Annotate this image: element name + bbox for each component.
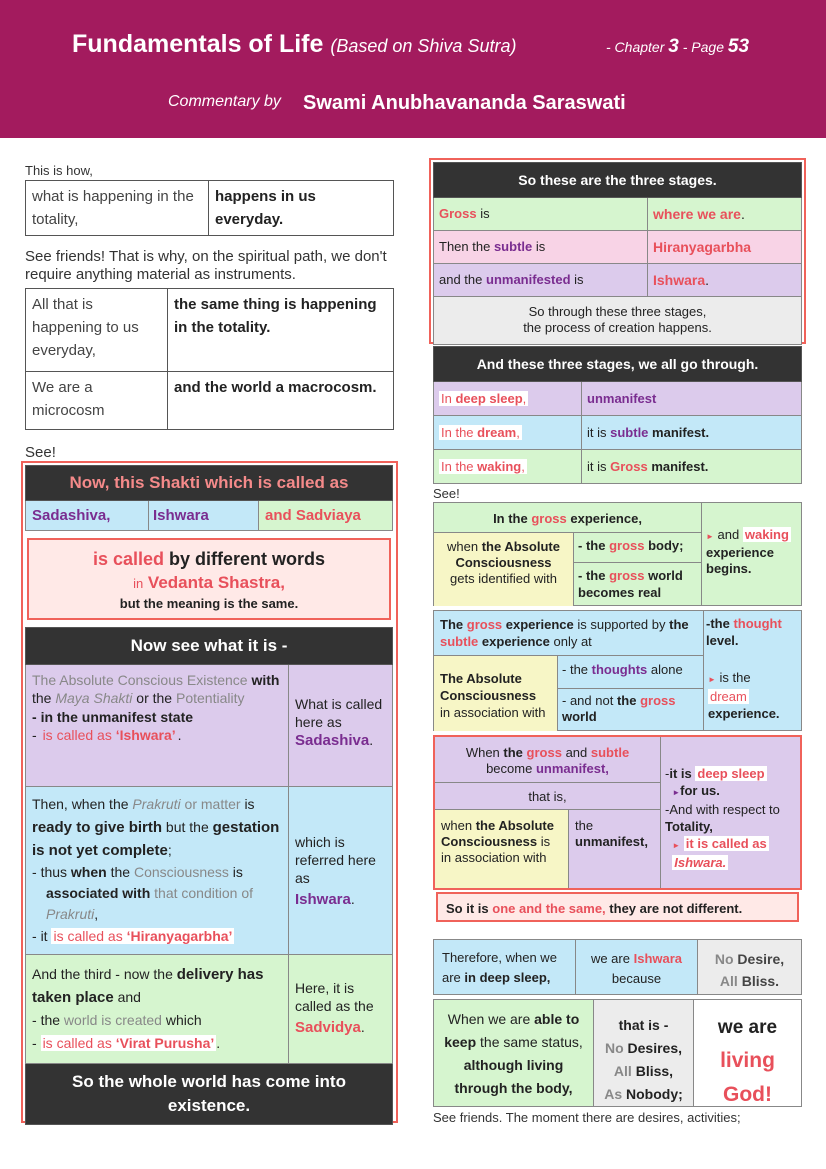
cell: Then, when the Prakruti or matter is ready to give birth but the gestation is not yet complete; - thus when the Consciousness is associated with that condition of Prakruti, - it is called as ‘Hiranyagarbha’: [26, 787, 289, 955]
chapter-page-label: - Chapter 3 - Page 53: [606, 36, 750, 57]
text: in: [133, 576, 144, 591]
cell: where we are.: [648, 198, 802, 231]
cell: Sadashiva,: [26, 501, 149, 531]
cell: Ishwara.: [648, 264, 802, 297]
text: ► is the dream experience.: [708, 670, 780, 721]
text: - the gross world becomes real: [574, 563, 702, 606]
cell: which is referred here as Ishwara.: [289, 787, 393, 955]
cell: the same thing is happening in the totality.: [168, 289, 394, 372]
see-text: See!: [25, 444, 56, 461]
text: The Absolute Consciousness in association with: [434, 656, 558, 731]
same-box: So it is one and the same, they are not different.: [436, 892, 799, 922]
cell: happens in us everyday.: [209, 181, 394, 236]
text: The gross experience is supported by the subtle experience only at: [434, 611, 704, 656]
text: In the gross experience,: [434, 503, 702, 533]
final-row-1: [433, 939, 802, 995]
book-title: Fundamentals of Life (Based on Shiva Sutra): [72, 30, 517, 58]
microcosm-table: [25, 288, 394, 430]
shakti-table: [25, 465, 393, 531]
sleep-box: [433, 735, 802, 890]
bottom-text: See friends. The moment there are desires, activities;: [433, 1110, 741, 1125]
text: is called: [92, 549, 164, 569]
text: - the thoughts alone: [558, 656, 704, 689]
text: When the gross and subtle become unmanifest,: [435, 737, 661, 783]
text: When we are able to keep the same status, although living through the body,: [434, 1000, 594, 1106]
cell: Hiranyagarbha: [648, 231, 802, 264]
text: No Desire, All Bliss.: [698, 940, 801, 994]
cell: it is Gross manifest.: [582, 450, 802, 484]
called-box: [27, 538, 391, 620]
stages-head: So these are the three stages.: [434, 163, 802, 198]
text: that is,: [435, 783, 661, 810]
intro-text: This is how,: [25, 163, 93, 178]
cell: In the waking,: [434, 450, 582, 484]
text: - and not the gross world: [558, 689, 704, 731]
text: -it is deep sleep ►for us. -And with respect to Totality, ► it is called as Ishwara.: [665, 766, 780, 870]
text: Therefore, when we are in deep sleep,: [434, 940, 576, 994]
stages-table: [433, 162, 802, 345]
cell: Gross is: [434, 198, 648, 231]
text: Vedanta Shastra,: [147, 573, 285, 592]
final-row-2: [433, 999, 802, 1107]
cell: and the unmanifested is: [434, 264, 648, 297]
text: -the thought level.: [706, 616, 782, 648]
cell: what is happening in the totality,: [26, 181, 209, 236]
page-header: [0, 0, 826, 138]
cell: Here, it is called as the Sadvidya.: [289, 955, 393, 1064]
cell: In the dream,: [434, 416, 582, 450]
text: we are living God!: [694, 1000, 801, 1106]
text: but the meaning is the same.: [119, 596, 299, 611]
cell: and the world a macrocosm.: [168, 372, 394, 430]
whatis-foot: So the whole world has come into existence.: [26, 1064, 393, 1125]
cell: We are a microcosm: [26, 372, 168, 430]
friends-text: See friends! That is why, on the spiritual path, we don't require anything material as instruments.: [25, 248, 387, 283]
cell: All that is happening to us everyday,: [26, 289, 168, 372]
through-table: [433, 346, 802, 484]
whatis-head: Now see what it is -: [26, 628, 393, 665]
cell: What is called here as Sadashiva.: [289, 665, 393, 787]
text: when the Absolute Consciousness gets identified with: [434, 533, 574, 606]
totality-table: [25, 180, 394, 236]
cell: The Absolute Conscious Existence with the Maya Shakti or the Potentiality - in the unmanifest state - is called as ‘Ishwara’ .: [26, 665, 289, 787]
text: we are Ishwara because: [576, 940, 698, 994]
cell: unmanifest: [582, 382, 802, 416]
commentary-label: Commentary by: [168, 93, 281, 110]
text: the unmanifest,: [569, 810, 661, 888]
cell: and Sadviaya: [259, 501, 393, 531]
cell: And the third - now the delivery has taken place and - the world is created which - is called as ‘Virat Purusha’ .: [26, 955, 289, 1064]
author-name: Swami Anubhavananda Saraswati: [303, 92, 626, 114]
see-text: See!: [433, 486, 460, 501]
text: that is - No Desires, All Bliss, As Nobody;: [594, 1000, 694, 1106]
cell: Then the subtle is: [434, 231, 648, 264]
text: ► and waking experience begins.: [706, 527, 789, 576]
gross-box: [433, 502, 802, 606]
cell: In deep sleep,: [434, 382, 582, 416]
cell: it is subtle manifest.: [582, 416, 802, 450]
cell: Ishwara: [149, 501, 259, 531]
text: by different words: [169, 549, 326, 569]
whatis-table: [25, 627, 393, 1125]
cell: So through these three stages, the process of creation happens.: [434, 297, 802, 345]
text: - the gross body;: [574, 533, 702, 563]
shakti-head: Now, this Shakti which is called as: [26, 466, 393, 501]
subtle-box: [433, 610, 802, 731]
through-head: And these three stages, we all go through.: [434, 347, 802, 382]
text: when the Absolute Consciousness is in association with: [435, 810, 569, 888]
